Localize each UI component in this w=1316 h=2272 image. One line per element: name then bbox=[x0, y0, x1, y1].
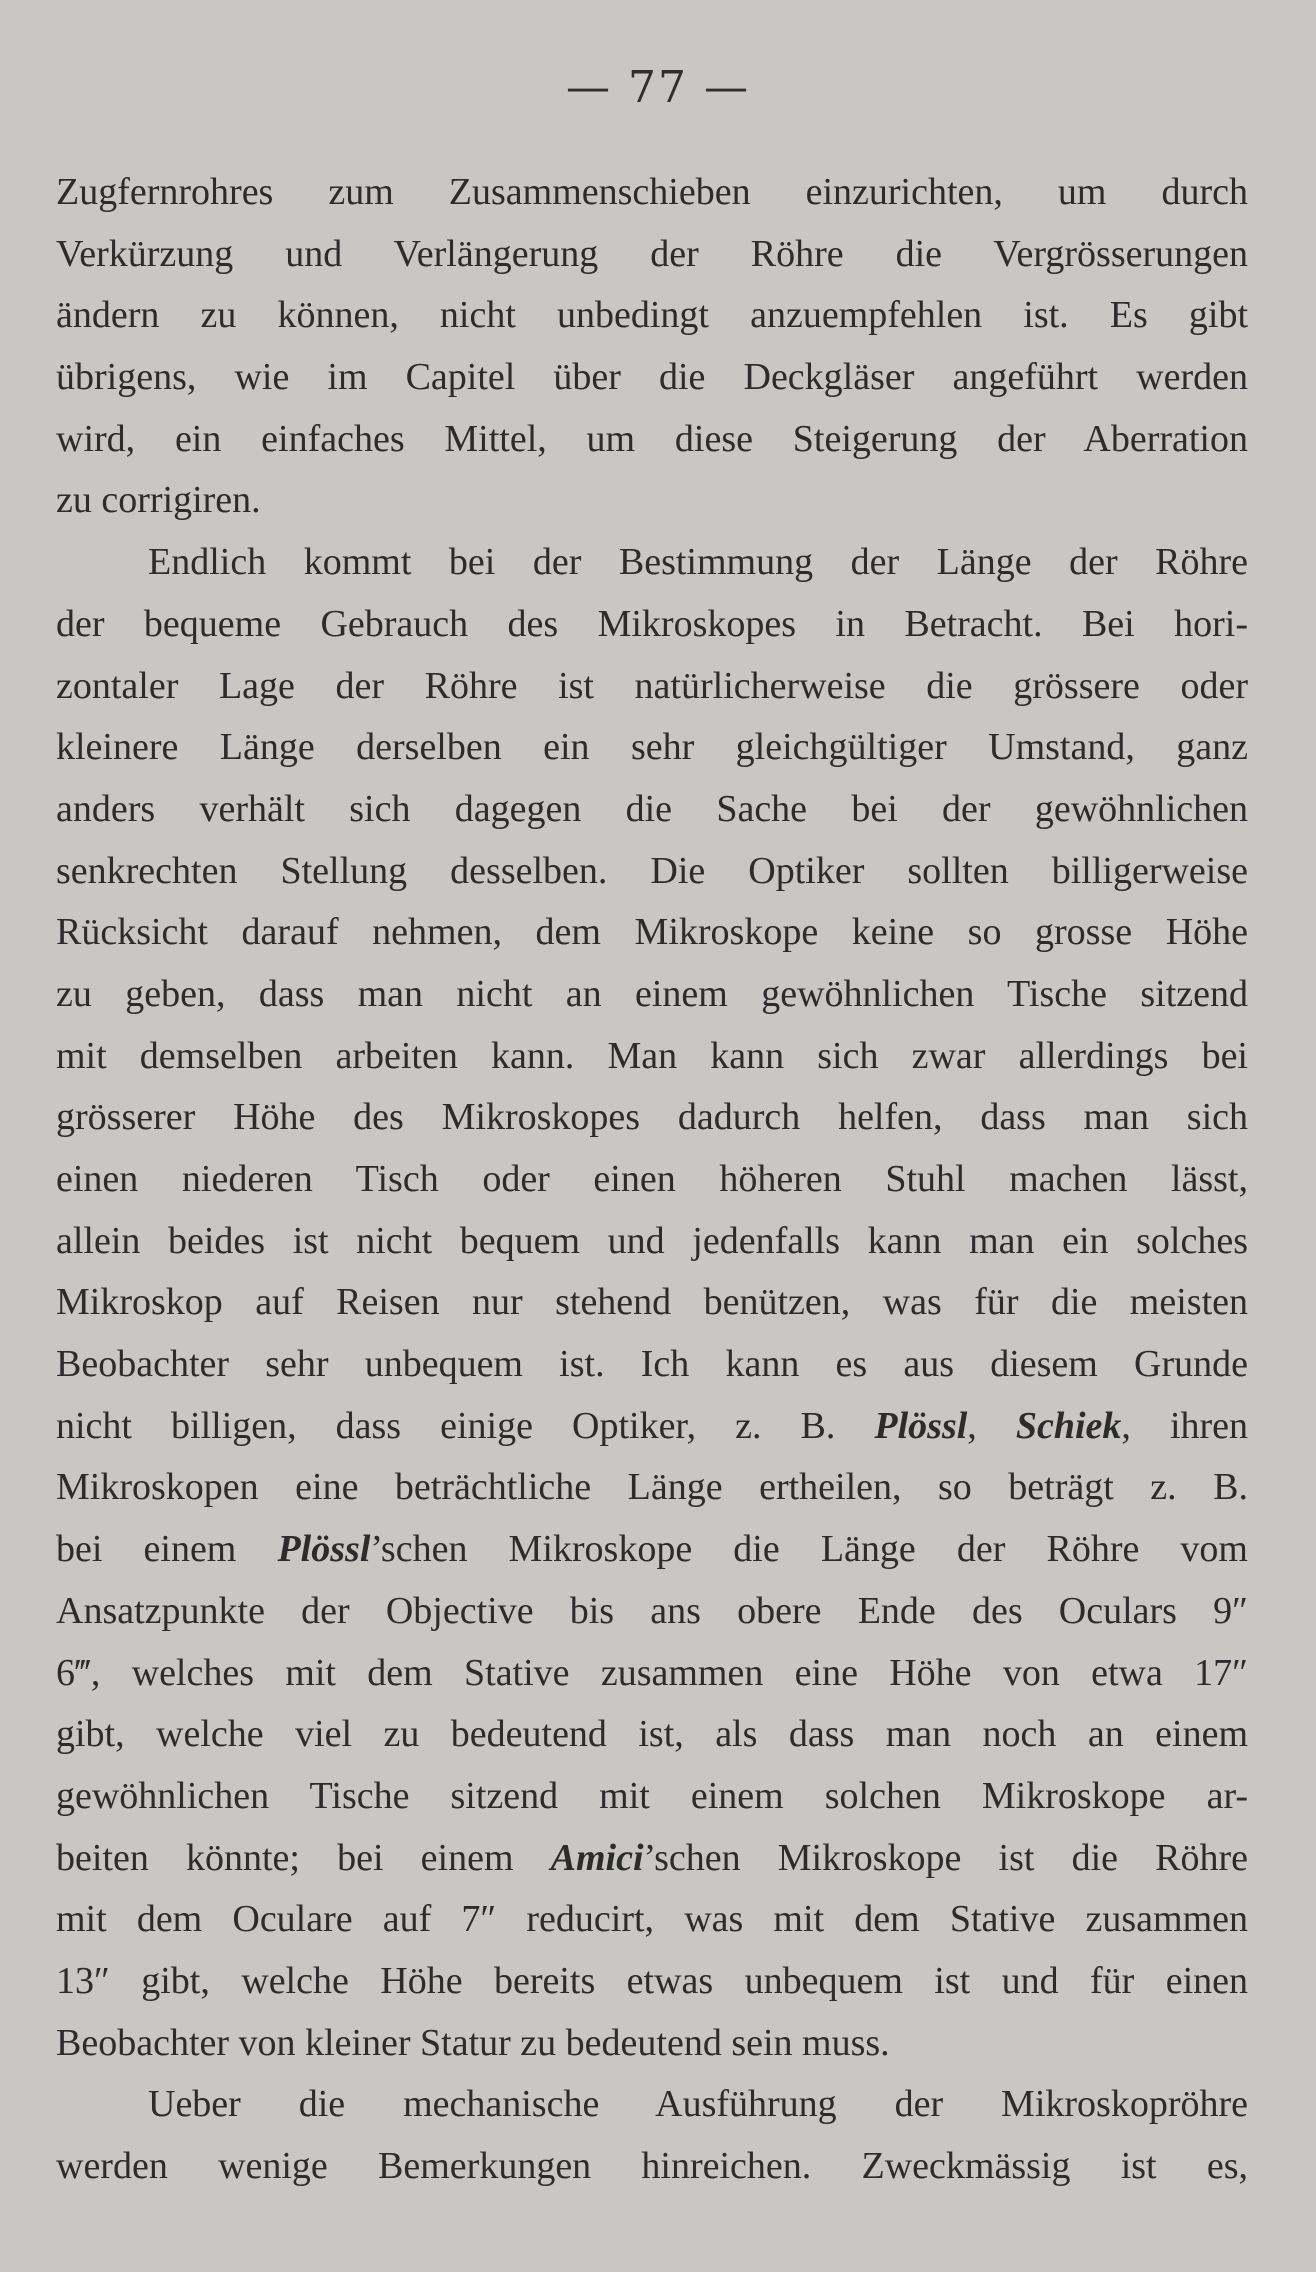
page-number: — 77 — bbox=[566, 62, 750, 113]
text-line: Beobachter von kleiner Statur zu bedeutend sein muss. bbox=[56, 2021, 890, 2064]
text-line: 6‴, welches mit dem Stative zusammen eine Höhe von etwa 17″ bbox=[56, 1651, 1248, 1694]
text-run: , bbox=[967, 1404, 1016, 1447]
text-line: anders verhält sich dagegen die Sache bei der gewöhnlichen bbox=[56, 787, 1248, 830]
text-line: Verkürzung und Verlängerung der Röhre die Vergrösserungen bbox=[56, 232, 1248, 275]
text-line: Zugfernrohres zum Zusammenschieben einzurichten, um durch bbox=[56, 171, 1248, 213]
text-line: Ansatzpunkte der Objective bis ans obere Ende des Oculars 9″ bbox=[56, 1589, 1248, 1632]
text-line: werden wenige Bemerkungen hinreichen. Zweckmässig ist es, bbox=[56, 2145, 1248, 2187]
text-line: Mikroskop auf Reisen nur stehend benützen, was für die meisten bbox=[56, 1281, 1248, 1324]
text-line: 13″ gibt, welche Höhe bereits etwas unbequem ist und für einen bbox=[56, 1959, 1248, 2002]
text-line: mit dem Oculare auf 7″ reducirt, was mit dem Stative zusammen bbox=[56, 1898, 1248, 1941]
text-run: beiten könnte; bei einem bbox=[56, 1836, 551, 1879]
text-line bbox=[56, 1396, 1248, 1458]
name-ploessl: Plössl bbox=[874, 1404, 968, 1447]
name-schiek: Schiek bbox=[1015, 1404, 1122, 1447]
text-line: ändern zu können, nicht unbedingt anzuempfehlen ist. Es gibt bbox=[56, 294, 1248, 337]
text-line: der bequeme Gebrauch des Mikroskopes in Betracht. Bei hori- bbox=[56, 602, 1248, 645]
text-line: zontaler Lage der Röhre ist natürlicherweise die grössere oder bbox=[56, 664, 1248, 707]
text-line: Rücksicht darauf nehmen, dem Mikroskope keine so grosse Höhe bbox=[56, 911, 1248, 954]
text-line: Mikroskopen eine beträchtliche Länge ertheilen, so beträgt z. B. bbox=[56, 1466, 1248, 1509]
text-line bbox=[56, 1828, 1248, 1890]
name-amici: Amici bbox=[550, 1836, 644, 1879]
text-line: grösserer Höhe des Mikroskopes dadurch helfen, dass man sich bbox=[56, 1096, 1248, 1139]
text-line: gibt, welche viel zu bedeutend ist, als dass man noch an einem bbox=[56, 1713, 1248, 1756]
text-line: einen niederen Tisch oder einen höheren Stuhl machen lässt, bbox=[56, 1158, 1248, 1200]
name-ploessl: Plössl bbox=[277, 1528, 371, 1571]
text-run: ’schen Mikroskope ist die Röhre bbox=[643, 1836, 1248, 1879]
text-line: wird, ein einfaches Mittel, um diese Steigerung der Aberration bbox=[56, 417, 1248, 460]
text-line: Ueber die mechanische Ausführung der Mikroskopröhre bbox=[148, 2083, 1248, 2126]
text-line: gewöhnlichen Tische sitzend mit einem solchen Mikroskope ar- bbox=[56, 1774, 1248, 1817]
body-text bbox=[56, 162, 1248, 2198]
text-run: , ihren bbox=[1121, 1404, 1249, 1447]
text-run: nicht billigen, dass einige Optiker, z. B. bbox=[56, 1404, 875, 1447]
text-run: ’schen Mikroskope die Länge der Röhre vom bbox=[370, 1528, 1248, 1571]
text-run: bei einem bbox=[56, 1528, 278, 1571]
text-line: Beobachter sehr unbequem ist. Ich kann es aus diesem Grunde bbox=[56, 1343, 1248, 1386]
text-line: zu geben, dass man nicht an einem gewöhnlichen Tische sitzend bbox=[56, 972, 1248, 1015]
text-line: kleinere Länge derselben ein sehr gleichgültiger Umstand, ganz bbox=[56, 726, 1248, 769]
text-line: übrigens, wie im Capitel über die Deckgläser angeführt werden bbox=[56, 356, 1248, 399]
text-line bbox=[56, 1519, 1248, 1581]
text-line: mit demselben arbeiten kann. Man kann sich zwar allerdings bei bbox=[56, 1034, 1248, 1077]
text-line: senkrechten Stellung desselben. Die Optiker sollten billigerweise bbox=[56, 849, 1248, 892]
text-line: allein beides ist nicht bequem und jedenfalls kann man ein solches bbox=[56, 1219, 1248, 1262]
text-line: Endlich kommt bei der Bestimmung der Länge der Röhre bbox=[148, 541, 1248, 584]
text-line: zu corrigiren. bbox=[56, 479, 261, 522]
